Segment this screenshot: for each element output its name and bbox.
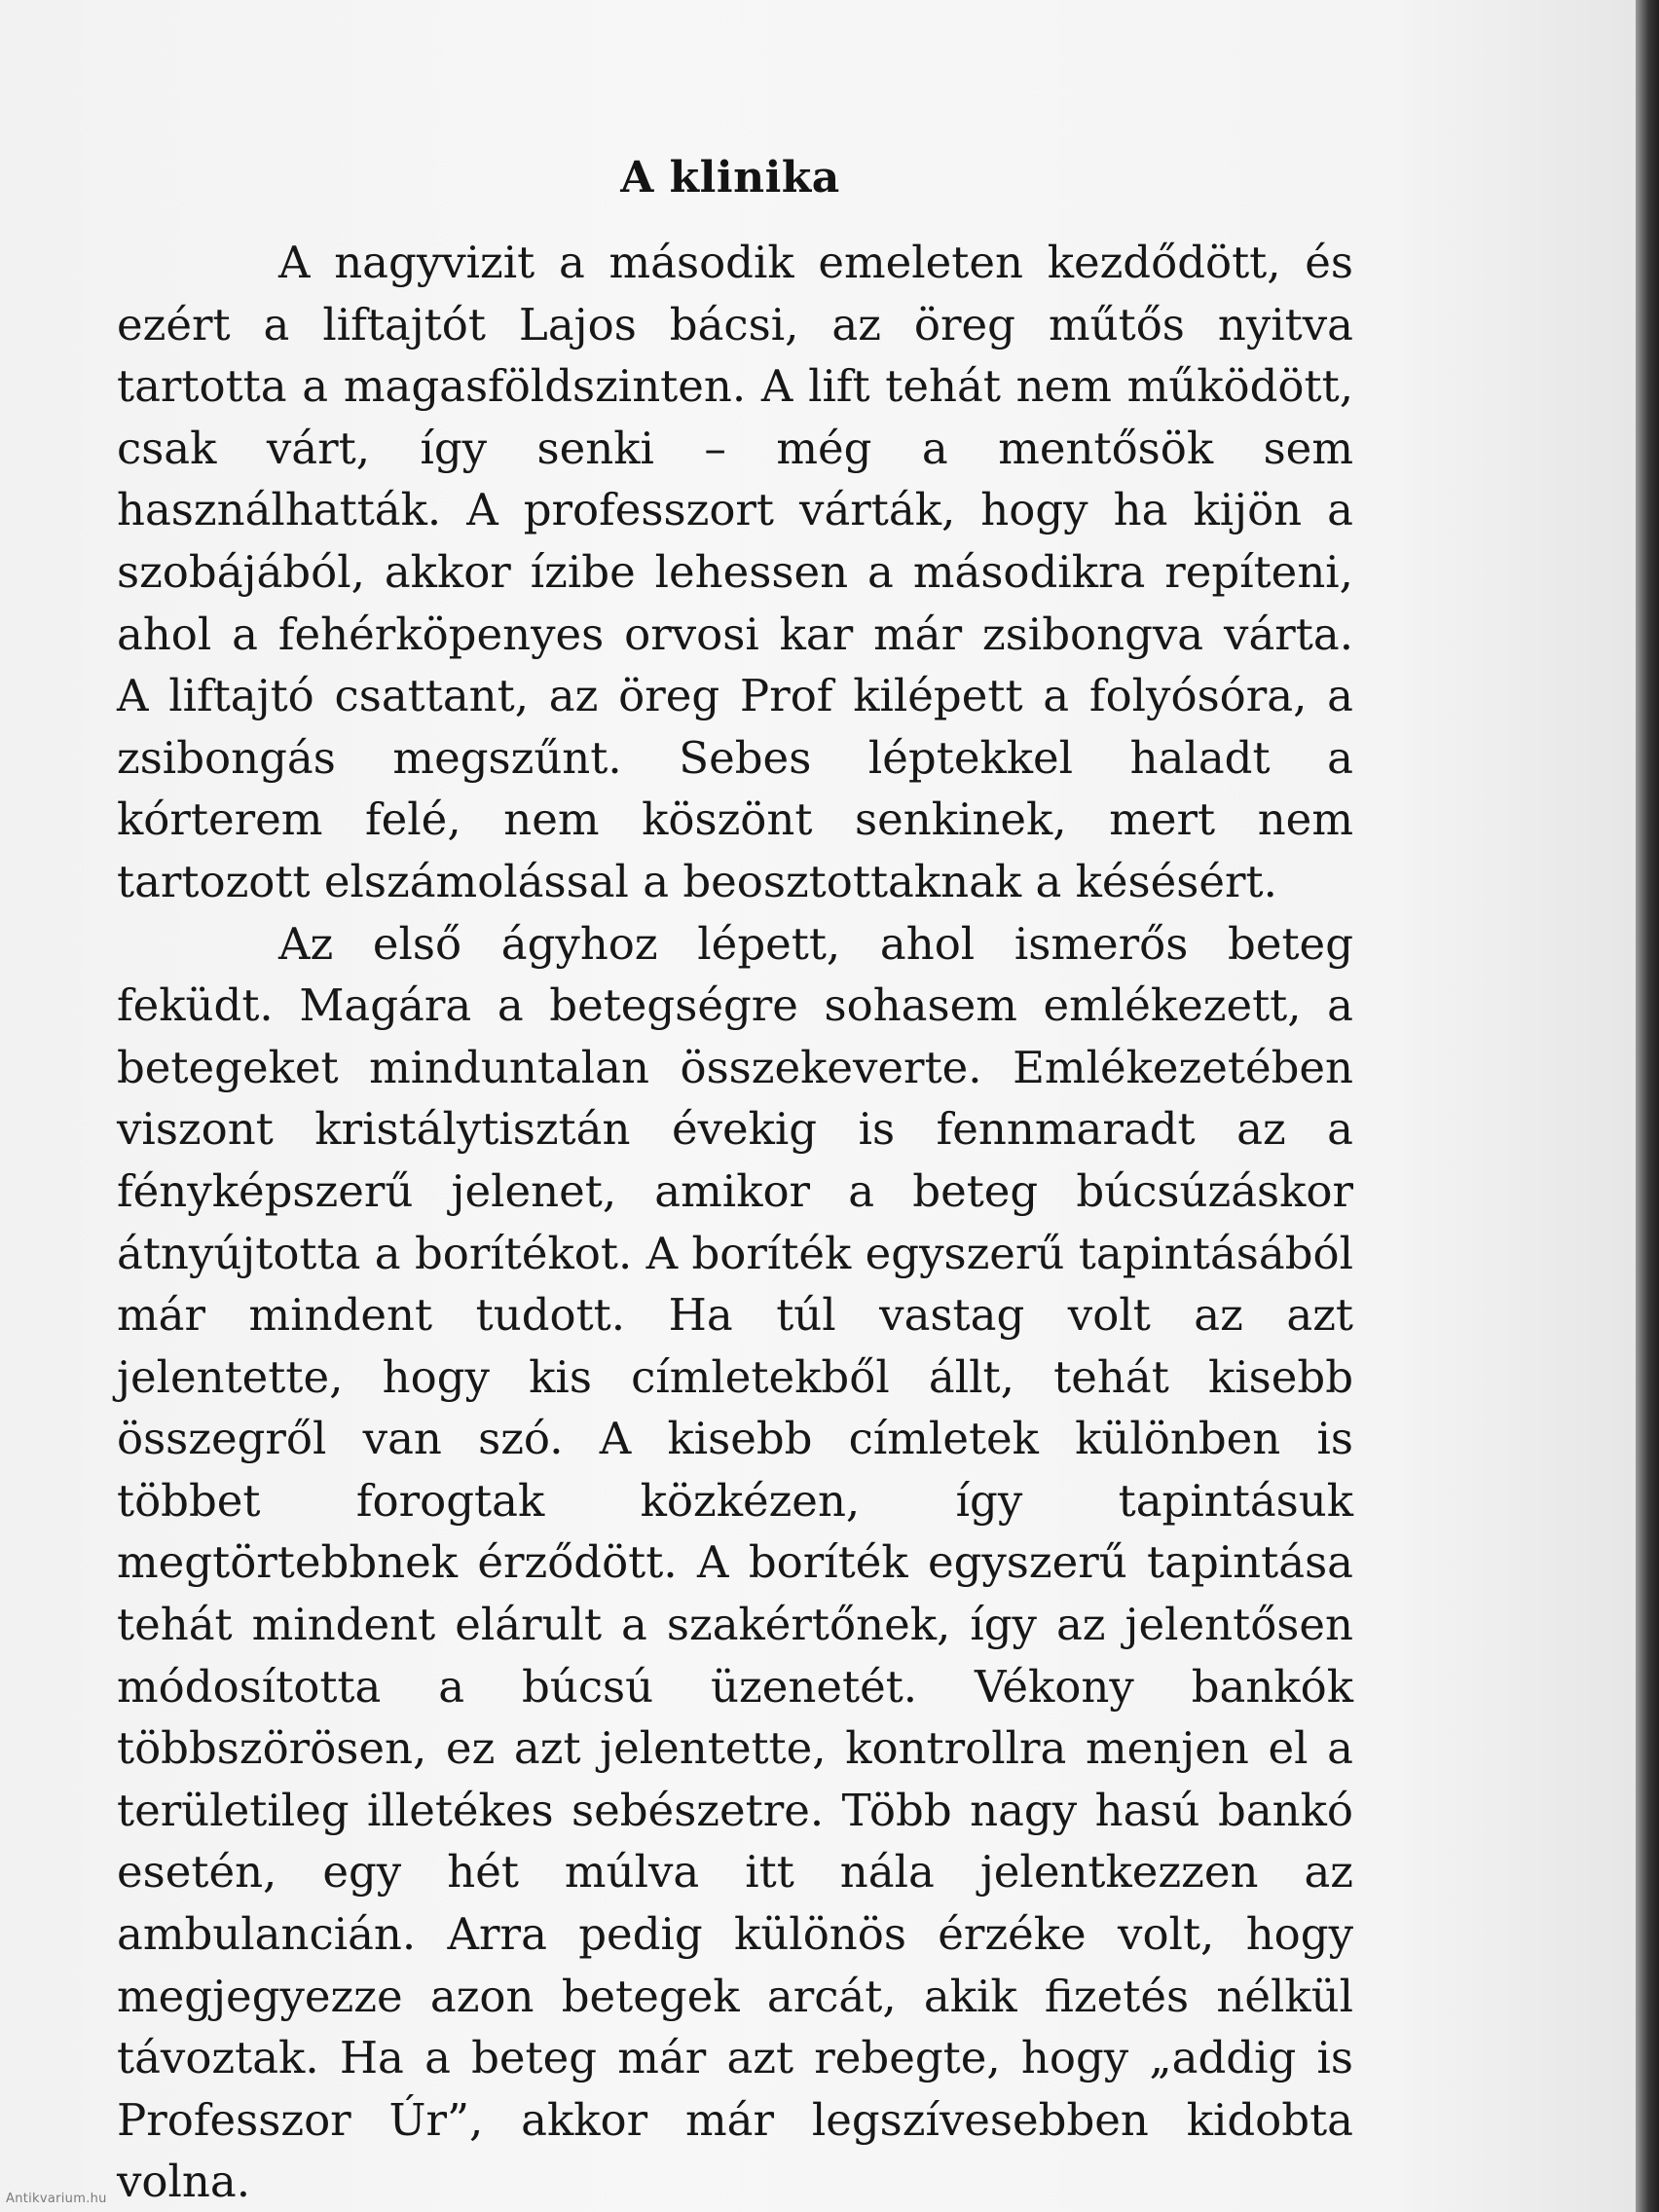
chapter-title: A klinika [620,153,840,203]
paragraph-1: A nagyvizit a második emeleten kezdődött, és ezért a liftajtót Lajos bácsi, az öreg műtős nyitva tartotta a magasföldszinten. A lift tehát nem működött, csak várt, így senki – még a mentősök sem használhatták. A professzort várták, hogy ha kijön a szobájából, akkor ízibe lehessen a másodikra repíteni, ahol a fehérköpenyes orvosi kar már zsibongva várta. A liftajtó csattant, az öreg Prof kilépett a folyósóra, a zsibongás megszűnt. Sebes léptekkel haladt a kórterem felé, nem köszönt senkinek, mert nem tartozott elszámolással a beosztottaknak a késésért. [117,237,1353,907]
chapter-body [117,232,1353,2212]
page-edge-shadow [1636,0,1659,2212]
watermark-text: Antikvarium.hu [6,2192,107,2206]
paragraph-2: Az első ágyhoz lépett, ahol ismerős beteg feküdt. Magára a betegségre sohasem emlékezett, a betegeket minduntalan összekeverte. Emlékezetében viszont kristálytisztán évekig is fennmaradt az a fényképszerű jelenet, amikor a beteg búcsúzáskor átnyújtotta a borítékot. A boríték egyszerű tapintásából már mindent tudott. Ha túl vastag volt az azt jelentette, hogy kis címletekből állt, tehát kisebb összegről van szó. A kisebb címletek különben is többet forogtak közkézen, így tapintásuk megtörtebbnek érződött. A boríték egyszerű tapintása tehát mindent elárult a szakértőnek, így az jelentősen módosította a búcsú üzenetét. Vékony bankók többszörösen, ez azt jelentette, kontrollra menjen el a területileg illetékes sebészetre. Több nagy hasú bankó esetén, egy hét múlva itt nála jelentkezzen az ambulancián. Arra pedig különös érzéke volt, hogy megjegyezze azon betegek arcát, akik fizetés nélkül távoztak. Ha a beteg már azt rebegte, hogy „addig is Professzor Úr”, akkor már legszívesebben kidobta volna. [117,917,1353,2208]
